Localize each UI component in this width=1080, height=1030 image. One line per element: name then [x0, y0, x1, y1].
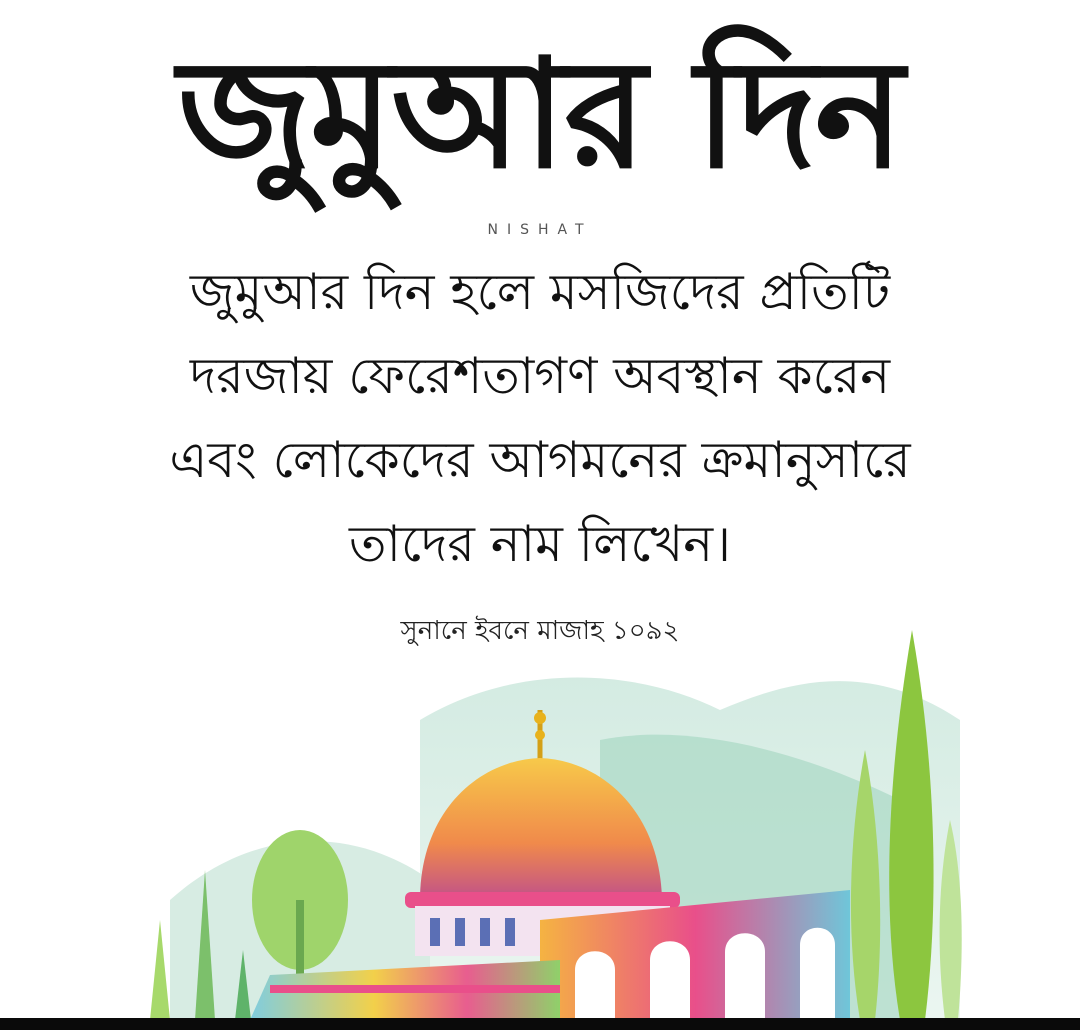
tree-icon: [150, 920, 170, 1020]
watermark: NISHAT: [487, 222, 593, 238]
hadith-text: [60, 250, 1020, 586]
dome-band: [405, 892, 680, 908]
hadith-line-2: দরজায় ফেরেশতাগণ অবস্থান করেন: [189, 347, 891, 405]
tree-icon: [889, 630, 933, 1020]
page-title: জুমুআর দিন: [177, 28, 903, 202]
hadith-line-1: জুমুআর দিন হলে মসজিদের প্রতিটি: [189, 263, 891, 321]
mosque-base-stripe: [270, 985, 560, 993]
mosque-illustration: [0, 600, 1080, 1020]
hadith-line-3: এবং লোকেদের আগমনের ক্রমানুসারে: [169, 431, 911, 489]
hadith-source: সুনানে ইবনে মাজাহ ১০৯২: [400, 616, 680, 646]
finial-ball: [534, 712, 546, 724]
bottom-bar: [0, 1018, 1080, 1030]
hadith-line-4: তাদের নাম লিখেন।: [349, 515, 731, 573]
finial-ball: [535, 730, 545, 740]
